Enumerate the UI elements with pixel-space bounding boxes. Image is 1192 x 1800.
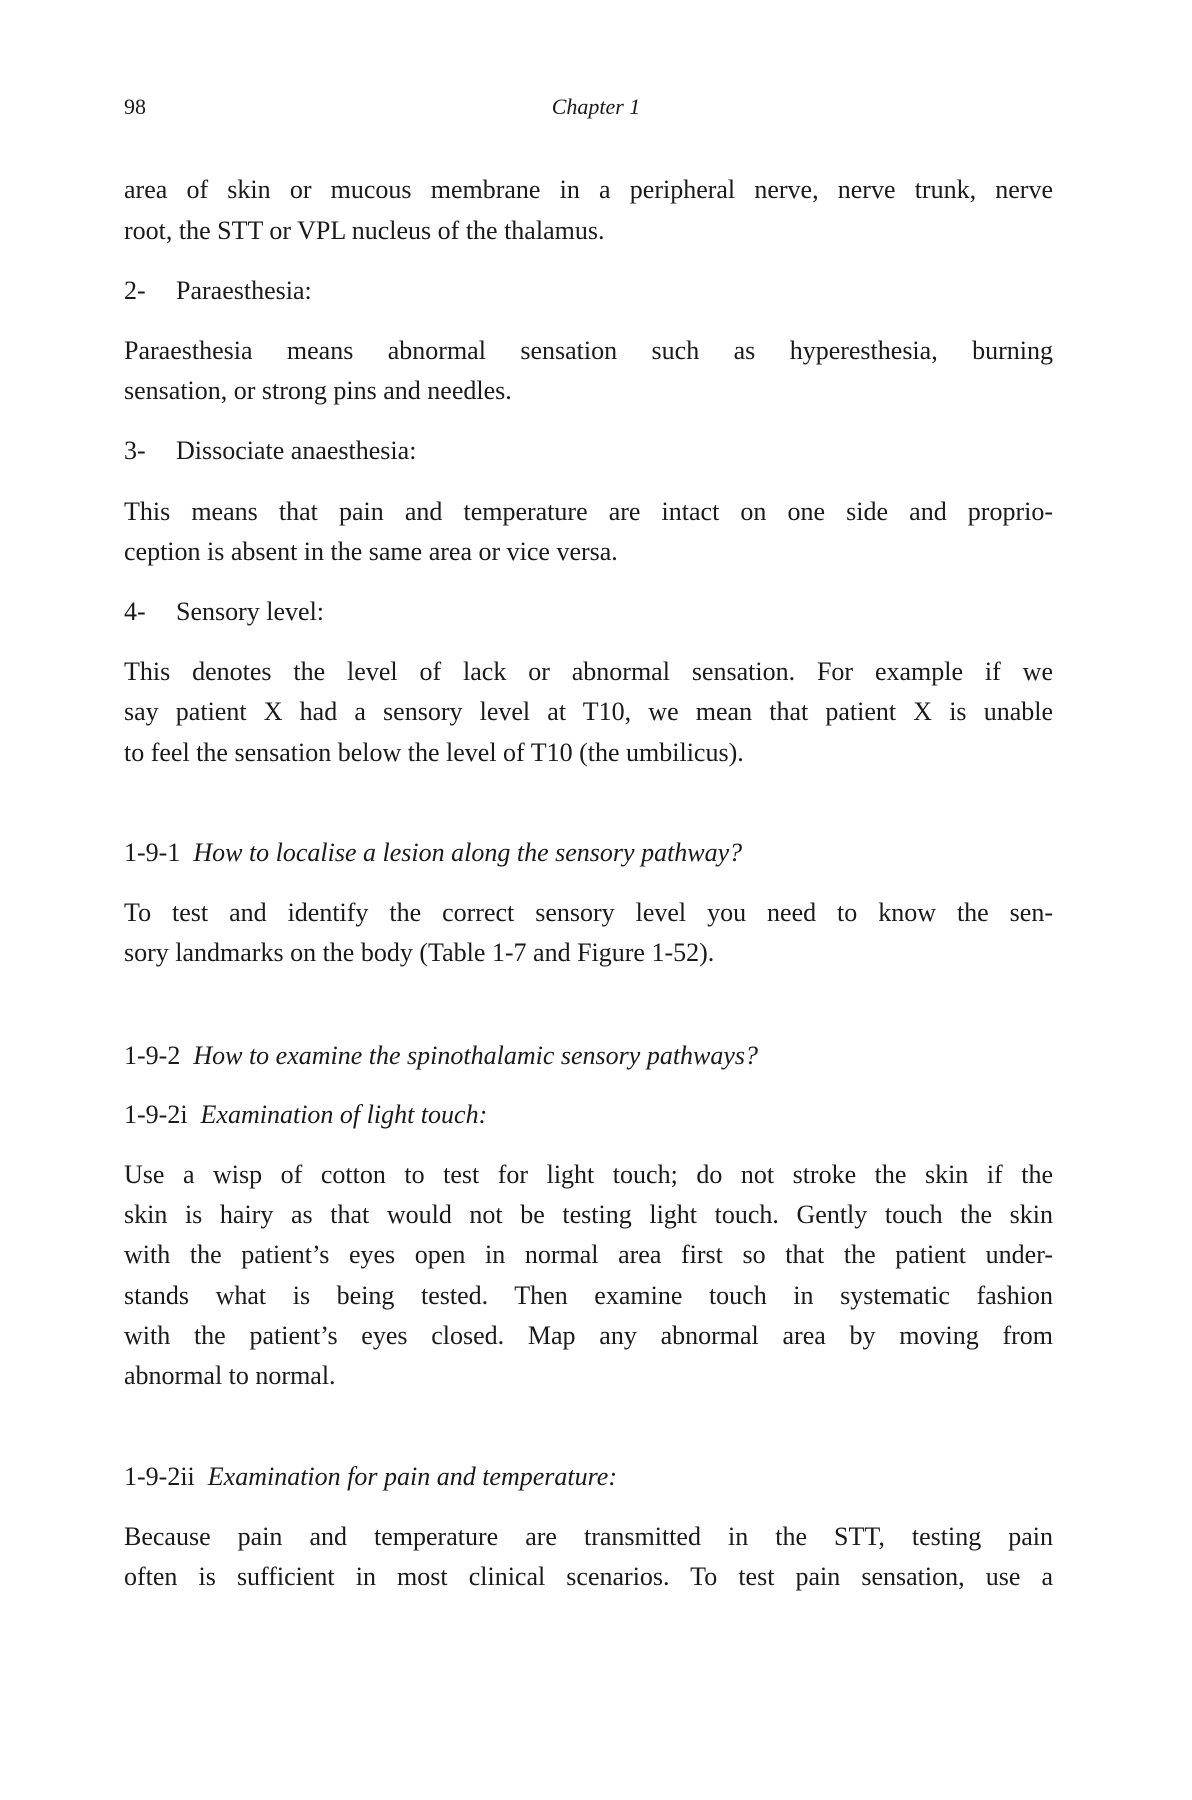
list-number: 4-: [124, 597, 146, 626]
list-number: 2-: [124, 276, 146, 305]
section-number: 1-9-2ii: [124, 1462, 195, 1491]
paragraph-line: abnormal to normal.: [124, 1361, 336, 1390]
section-heading-1-9-2: [124, 1041, 1053, 1071]
paragraph-line: sensation, or strong pins and needles.: [124, 376, 512, 405]
page-number: 98: [124, 94, 146, 119]
section-title: Examination of light touch:: [200, 1100, 488, 1129]
paragraph-line: To test and identify the correct sensory level you need to know the sen-: [124, 898, 1053, 927]
paragraph-line: This denotes the level of lack or abnormal sensation. For example if we: [124, 657, 1053, 686]
section-title: How to localise a lesion along the sensory pathway?: [193, 838, 743, 867]
paragraph-line: often is sufficient in most clinical scenarios. To test pain sensation, use a: [124, 1562, 1053, 1591]
paragraph-line: stands what is being tested. Then examine touch in systematic fashion: [124, 1281, 1053, 1310]
section-title: Examination for pain and temperature:: [207, 1462, 617, 1491]
paragraph-line: skin is hairy as that would not be testing light touch. Gently touch the skin: [124, 1200, 1053, 1229]
paragraph-line: with the patient’s eyes open in normal area first so that the patient under-: [124, 1240, 1053, 1269]
list-item-heading: [124, 276, 1053, 306]
paragraph-line: Because pain and temperature are transmitted in the STT, testing pain: [124, 1522, 1053, 1551]
subsection-heading-1-9-2i: [124, 1100, 1053, 1130]
list-label: Sensory level:: [176, 597, 325, 626]
paragraph-line: Use a wisp of cotton to test for light touch; do not stroke the skin if the: [124, 1160, 1053, 1189]
section-number: 1-9-2i: [124, 1100, 188, 1129]
paragraph-line: say patient X had a sensory level at T10, we mean that patient X is unable: [124, 697, 1053, 726]
running-title: Chapter 1: [551, 94, 641, 119]
section-number: 1-9-2: [124, 1041, 181, 1070]
list-label: Paraesthesia:: [176, 276, 312, 305]
list-number: 3-: [124, 436, 146, 465]
section-title: How to examine the spinothalamic sensory pathways?: [193, 1041, 759, 1070]
paragraph-line: root, the STT or VPL nucleus of the thalamus.: [124, 216, 605, 245]
list-item-heading: [124, 436, 1053, 466]
paragraph-line: area of skin or mucous membrane in a peripheral nerve, nerve trunk, nerve: [124, 175, 1053, 204]
paragraph-line: to feel the sensation below the level of T10 (the umbilicus).: [124, 738, 744, 767]
paragraph-line: This means that pain and temperature are intact on one side and proprio-: [124, 497, 1053, 526]
section-number: 1-9-1: [124, 838, 181, 867]
paragraph-line: Paraesthesia means abnormal sensation such as hyperesthesia, burning: [124, 336, 1053, 365]
paragraph-line: with the patient’s eyes closed. Map any abnormal area by moving from: [124, 1321, 1053, 1350]
list-item-heading: [124, 597, 1053, 627]
paragraph-line: ception is absent in the same area or vice versa.: [124, 537, 618, 566]
paragraph-line: sory landmarks on the body (Table 1-7 and Figure 1-52).: [124, 938, 715, 967]
list-label: Dissociate anaesthesia:: [176, 436, 417, 465]
subsection-heading-1-9-2ii: [124, 1462, 1053, 1492]
section-heading-1-9-1: [124, 838, 1053, 868]
